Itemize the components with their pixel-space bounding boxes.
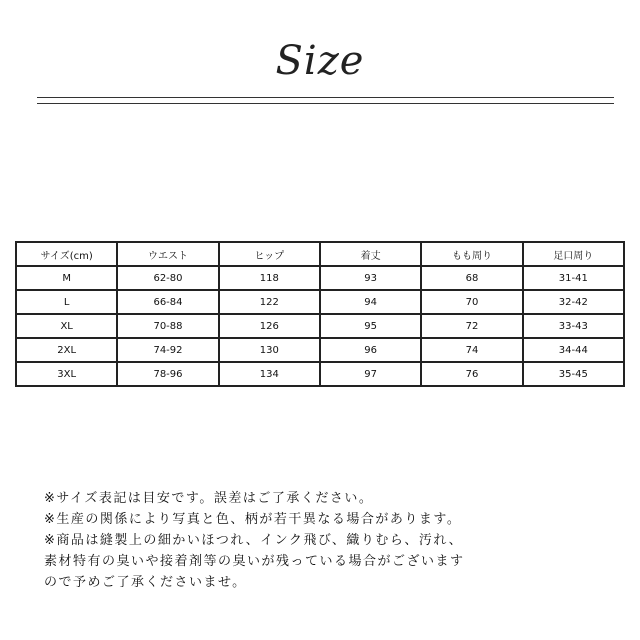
note-line: ※生産の関係により写真と色、柄が若干異なる場合があります。: [44, 512, 462, 527]
table-cell: L: [16, 290, 117, 314]
table-cell: 134: [219, 362, 320, 386]
table-cell: 126: [219, 314, 320, 338]
table-cell: 72: [421, 314, 522, 338]
column-header-thigh: もも周り: [421, 242, 522, 266]
table-row: [16, 290, 624, 314]
divider-line: [37, 97, 614, 98]
table-cell: 74: [421, 338, 522, 362]
table-cell: 34-44: [523, 338, 624, 362]
table-cell: 97: [320, 362, 421, 386]
column-header-hem: 足口周り: [523, 242, 624, 266]
table-cell: 94: [320, 290, 421, 314]
table-cell: 3XL: [16, 362, 117, 386]
note-line: ので予めご了承くださいませ。: [44, 575, 247, 590]
table-cell: M: [16, 266, 117, 290]
table-cell: 62-80: [117, 266, 218, 290]
table-row: [16, 314, 624, 338]
column-header-length: 着丈: [320, 242, 421, 266]
table-cell: 35-45: [523, 362, 624, 386]
page-title: Size: [275, 38, 365, 84]
table-cell: 66-84: [117, 290, 218, 314]
note-line: 素材特有の臭いや接着剤等の臭いが残っている場合がございます: [44, 554, 465, 569]
note-line: ※サイズ表記は目安です。誤差はご了承ください。: [44, 491, 374, 506]
table-cell: 95: [320, 314, 421, 338]
divider-line: [37, 103, 614, 104]
table-cell: 70: [421, 290, 522, 314]
table-cell: 74-92: [117, 338, 218, 362]
table-row: [16, 362, 624, 386]
note-line: ※商品は縫製上の細かいほつれ、インク飛び、織りむら、汚れ、: [44, 533, 464, 548]
size-table: [15, 241, 625, 387]
table-cell: 96: [320, 338, 421, 362]
table-cell: 118: [219, 266, 320, 290]
table-cell: 76: [421, 362, 522, 386]
table-cell: 122: [219, 290, 320, 314]
table-cell: 33-43: [523, 314, 624, 338]
column-header-waist: ウエスト: [117, 242, 218, 266]
table-cell: XL: [16, 314, 117, 338]
column-header-size: サイズ(cm): [16, 242, 117, 266]
column-header-hip: ヒップ: [219, 242, 320, 266]
table-cell: 70-88: [117, 314, 218, 338]
table-cell: 68: [421, 266, 522, 290]
table-cell: 31-41: [523, 266, 624, 290]
table-cell: 93: [320, 266, 421, 290]
table-cell: 2XL: [16, 338, 117, 362]
table-header-row: [16, 242, 624, 266]
table-cell: 78-96: [117, 362, 218, 386]
table-cell: 130: [219, 338, 320, 362]
table-row: [16, 338, 624, 362]
table-cell: 32-42: [523, 290, 624, 314]
notes-block: [44, 488, 604, 593]
table-row: [16, 266, 624, 290]
